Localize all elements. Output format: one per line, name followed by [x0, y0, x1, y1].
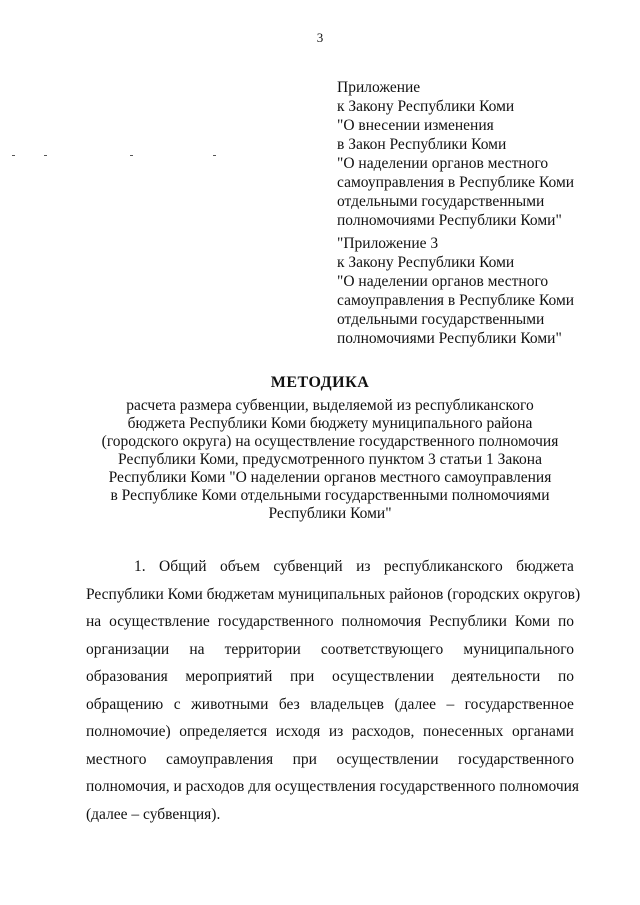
word: государственного [217, 613, 334, 630]
appendix-line: "О наделении органов местного [337, 273, 549, 290]
word: осуществление [109, 613, 210, 630]
word: животными [191, 695, 269, 713]
word: 1. [134, 558, 146, 575]
word: мероприятий [185, 668, 273, 685]
paragraph-line [86, 608, 574, 636]
paragraph-1 [86, 553, 581, 828]
appendix-line: "Приложение 3 [337, 235, 439, 252]
word: осуществлении [331, 668, 434, 685]
subtitle-line: в Республике Коми отдельными государственными полномочиями [110, 487, 550, 504]
appendix-line: к Закону Республики Коми [337, 98, 515, 115]
word: полномочия, и расходов для осуществления государственного полномочия [86, 778, 580, 795]
word: самоуправления [166, 750, 274, 768]
paragraph-line [86, 773, 580, 801]
word: объем [219, 558, 260, 575]
word: Республики Коми бюджетам муниципальных районов (городских округов) [86, 585, 581, 603]
document-subtitle [0, 397, 640, 523]
word: государственного [458, 750, 574, 768]
word: территории [224, 640, 301, 658]
scan-speck [44, 155, 47, 156]
word: государственное [464, 695, 574, 713]
word: осуществлении [336, 750, 439, 768]
word: исходя [275, 723, 321, 740]
word: при [292, 750, 317, 768]
paragraph-line [86, 581, 581, 609]
word: образования [86, 668, 168, 685]
subtitle-line: Республики Коми "О наделении органов местного самоуправления [108, 469, 552, 486]
subtitle-line: (городского округа) на осуществление государственного полномочия [101, 433, 559, 450]
paragraph-line [86, 691, 574, 719]
appendix-header-appendix-3 [337, 234, 574, 348]
word: расходов, [351, 723, 415, 740]
word: субвенций [273, 558, 343, 575]
word: без [278, 695, 300, 713]
document-title: МЕТОДИКА [270, 374, 370, 391]
word: соответствующего [320, 640, 444, 658]
appendix-header-amending-law [337, 78, 574, 230]
word: органами [511, 723, 574, 740]
paragraph-line [86, 746, 574, 774]
page-number: 3 [316, 30, 324, 45]
scan-speck [12, 155, 15, 156]
appendix-line: Приложение [337, 79, 421, 96]
subtitle-line: Республики Коми, предусмотренного пунктом 3 статьи 1 Закона [118, 451, 542, 468]
appendix-line: "О внесении изменения [337, 117, 494, 134]
word: определяется [179, 723, 268, 740]
paragraph-line [86, 553, 574, 581]
word: деятельности [451, 668, 541, 685]
appendix-line: в Закон Республики Коми [337, 136, 507, 153]
word: понесенных [423, 723, 504, 740]
word: по [557, 668, 574, 685]
word: из [328, 723, 344, 740]
word: при [290, 668, 315, 685]
paragraph-line [86, 636, 574, 664]
word: полномочие) [86, 723, 171, 740]
word: организации [86, 640, 170, 658]
appendix-line: самоуправления в Республике Коми [337, 174, 575, 191]
word: обращению [86, 695, 164, 713]
appendix-line: "О наделении органов местного [337, 155, 549, 172]
word: местного [86, 750, 147, 768]
word: – [446, 695, 455, 713]
appendix-line: отдельными государственными [337, 193, 545, 210]
appendix-line: к Закону Республики Коми [337, 254, 515, 271]
word: на [189, 640, 205, 658]
word: на [86, 613, 102, 630]
word: (далее – субвенция). [86, 805, 221, 823]
appendix-line: полномочиями Республики Коми" [337, 330, 562, 347]
word: с [173, 695, 181, 713]
word: по [557, 613, 574, 630]
appendix-line: полномочиями Республики Коми" [337, 212, 562, 229]
appendix-line: отдельными государственными [337, 311, 545, 328]
word: полномочия [341, 613, 422, 630]
word: Коми [514, 613, 550, 630]
paragraph-line [86, 663, 574, 691]
scan-speck [130, 155, 133, 156]
subtitle-line: Республики Коми" [268, 505, 392, 522]
paragraph-line [86, 718, 574, 746]
appendix-line: самоуправления в Республике Коми [337, 292, 575, 309]
word: Общий [159, 558, 207, 575]
word: республиканского [383, 558, 503, 575]
word: Республики [429, 613, 507, 630]
subtitle-line: бюджета Республики Коми бюджету муниципального района [127, 415, 533, 432]
scan-speck [213, 155, 216, 156]
paragraph-line [86, 801, 574, 829]
word: (далее [394, 695, 437, 713]
subtitle-line: расчета размера субвенции, выделяемой из республиканского [126, 397, 534, 414]
word: из [356, 558, 371, 575]
word: муниципального [463, 640, 574, 658]
word: бюджета [516, 558, 574, 575]
word: владельцев [310, 695, 384, 713]
